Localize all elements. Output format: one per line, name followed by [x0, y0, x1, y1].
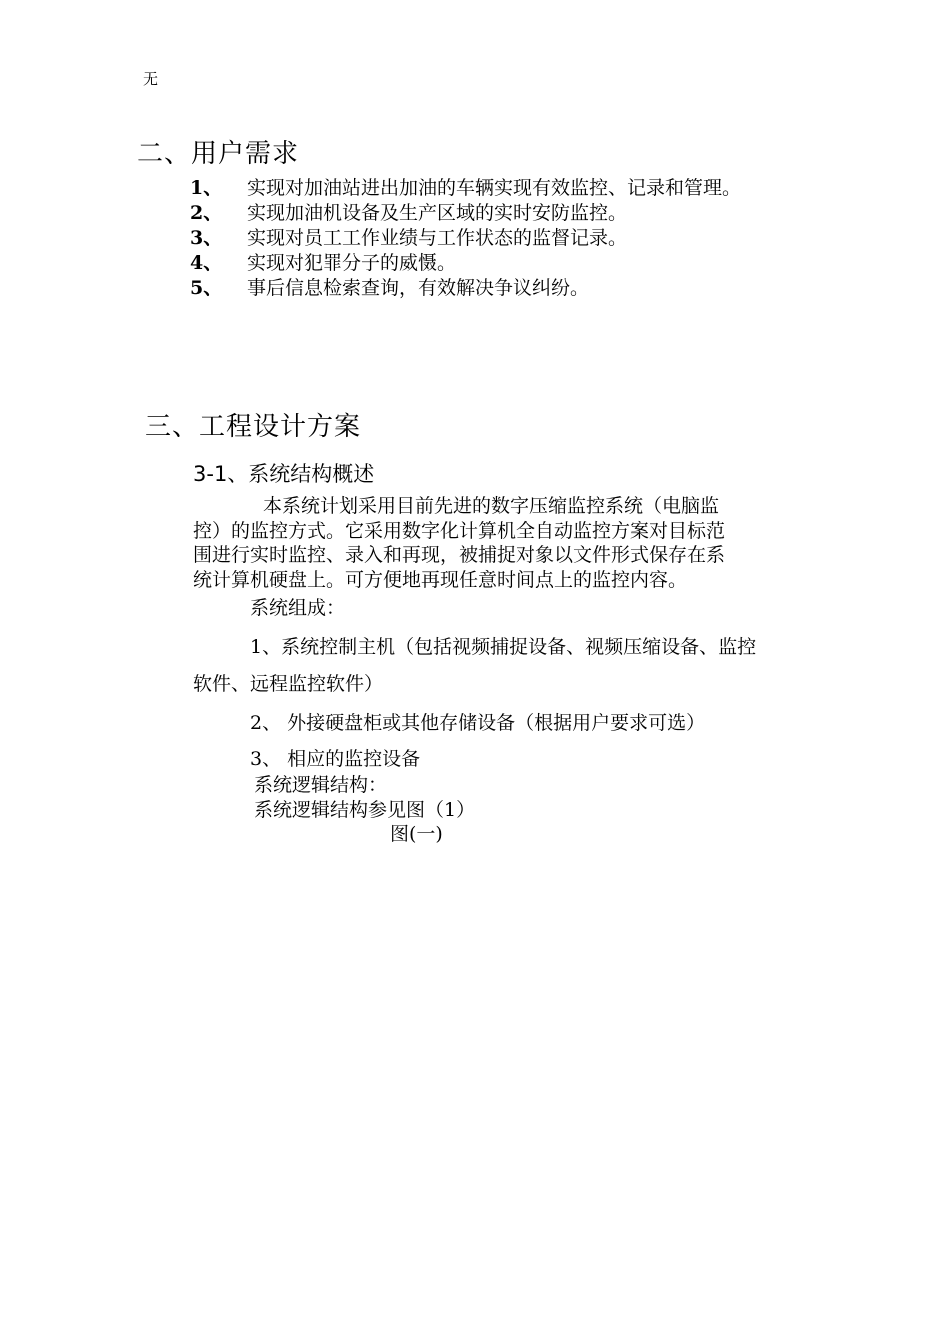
section-heading-user-requirements: 二、用户需求 — [137, 139, 300, 169]
composition-item-1-line-2: 软件、远程监控软件） — [193, 673, 384, 695]
logic-structure-label: 系统逻辑结构： — [254, 774, 388, 796]
list-item-text: 实现对犯罪分子的威慑。 — [247, 252, 457, 274]
list-item-number: 2、 — [190, 202, 223, 224]
list-item-number: 1、 — [190, 177, 223, 199]
section-heading-engineering-design: 三、工程设计方案 — [145, 412, 362, 442]
list-item-number: 4、 — [190, 252, 223, 274]
composition-item-3: 3、 相应的监控设备 — [250, 748, 421, 770]
subsection-heading-system-structure: 3-1、系统结构概述 — [193, 462, 375, 486]
requirements-list — [190, 176, 741, 301]
list-item — [190, 176, 741, 201]
paragraph-line: 围进行实时监控、录入和再现，被捕捉对象以文件形式保存在系 — [193, 544, 726, 566]
list-item-text: 事后信息检索查询，有效解决争议纠纷。 — [247, 277, 590, 299]
list-item-number: 3、 — [190, 227, 223, 249]
list-item-text: 实现对员工工作业绩与工作状态的监督记录。 — [247, 227, 628, 249]
list-item-number: 5、 — [190, 277, 223, 299]
composition-item-2: 2、 外接硬盘柜或其他存储设备（根据用户要求可选） — [250, 712, 706, 734]
paragraph-line: 统计算机硬盘上。可方便地再现任意时间点上的监控内容。 — [193, 568, 688, 591]
paragraph-line: 本系统计划采用目前先进的数字压缩监控系统（电脑监 — [263, 495, 720, 517]
figure-caption: 图(一) — [390, 823, 443, 845]
list-item-text: 实现对加油站进出加油的车辆实现有效监控、记录和管理。 — [247, 177, 742, 199]
list-item — [190, 226, 741, 251]
list-item — [190, 276, 741, 301]
composition-label: 系统组成： — [250, 597, 346, 619]
list-item — [190, 201, 741, 226]
overview-paragraph — [193, 494, 808, 592]
top-note: 无 — [143, 70, 159, 88]
list-item-text: 实现加油机设备及生产区域的实时安防监控。 — [247, 202, 628, 224]
list-item — [190, 251, 741, 276]
logic-structure-reference: 系统逻辑结构参见图（1） — [254, 799, 476, 821]
paragraph-line: 控）的监控方式。它采用数字化计算机全自动监控方案对目标范 — [193, 519, 726, 542]
composition-item-1-line-1: 1、系统控制主机（包括视频捕捉设备、视频压缩设备、监控 — [250, 636, 757, 658]
